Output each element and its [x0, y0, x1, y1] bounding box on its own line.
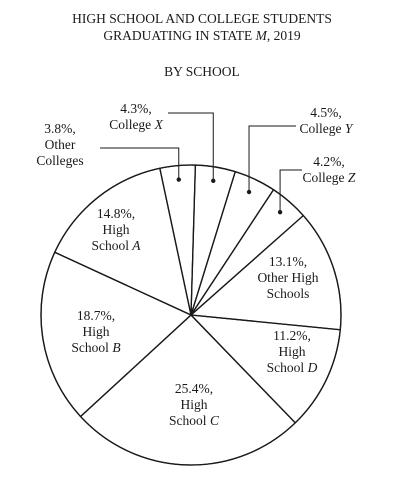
chart-subtitle: BY SCHOOL [164, 64, 240, 79]
slice-label-1: 4.3%, College X [109, 101, 163, 132]
slice-label-0: 3.8%, Other Colleges [36, 121, 84, 168]
chart-title-line-1: HIGH SCHOOL AND COLLEGE STUDENTS [72, 11, 332, 26]
chart-title-state: M [255, 28, 267, 43]
slice-label-3: 4.2%, College Z [302, 154, 356, 185]
leader-dot-0 [177, 177, 181, 181]
slice-label-5: 11.2%, High School D [266, 328, 318, 375]
slice-label-8: 14.8%, High School A [91, 206, 141, 253]
leader-dot-1 [211, 179, 215, 183]
slice-label-2: 4.5%, College Y [299, 105, 353, 136]
chart-title-line-2-text: GRADUATING IN STATE [103, 28, 253, 43]
leader-dot-2 [247, 190, 251, 194]
slice-label-4: 13.1%, Other High Schools [257, 254, 319, 301]
slice-label-7: 18.7%, High School B [71, 308, 121, 355]
leader-dot-3 [278, 210, 282, 214]
slice-label-6: 25.4%, High School C [169, 381, 219, 428]
chart-title-year: , 2019 [266, 28, 301, 43]
